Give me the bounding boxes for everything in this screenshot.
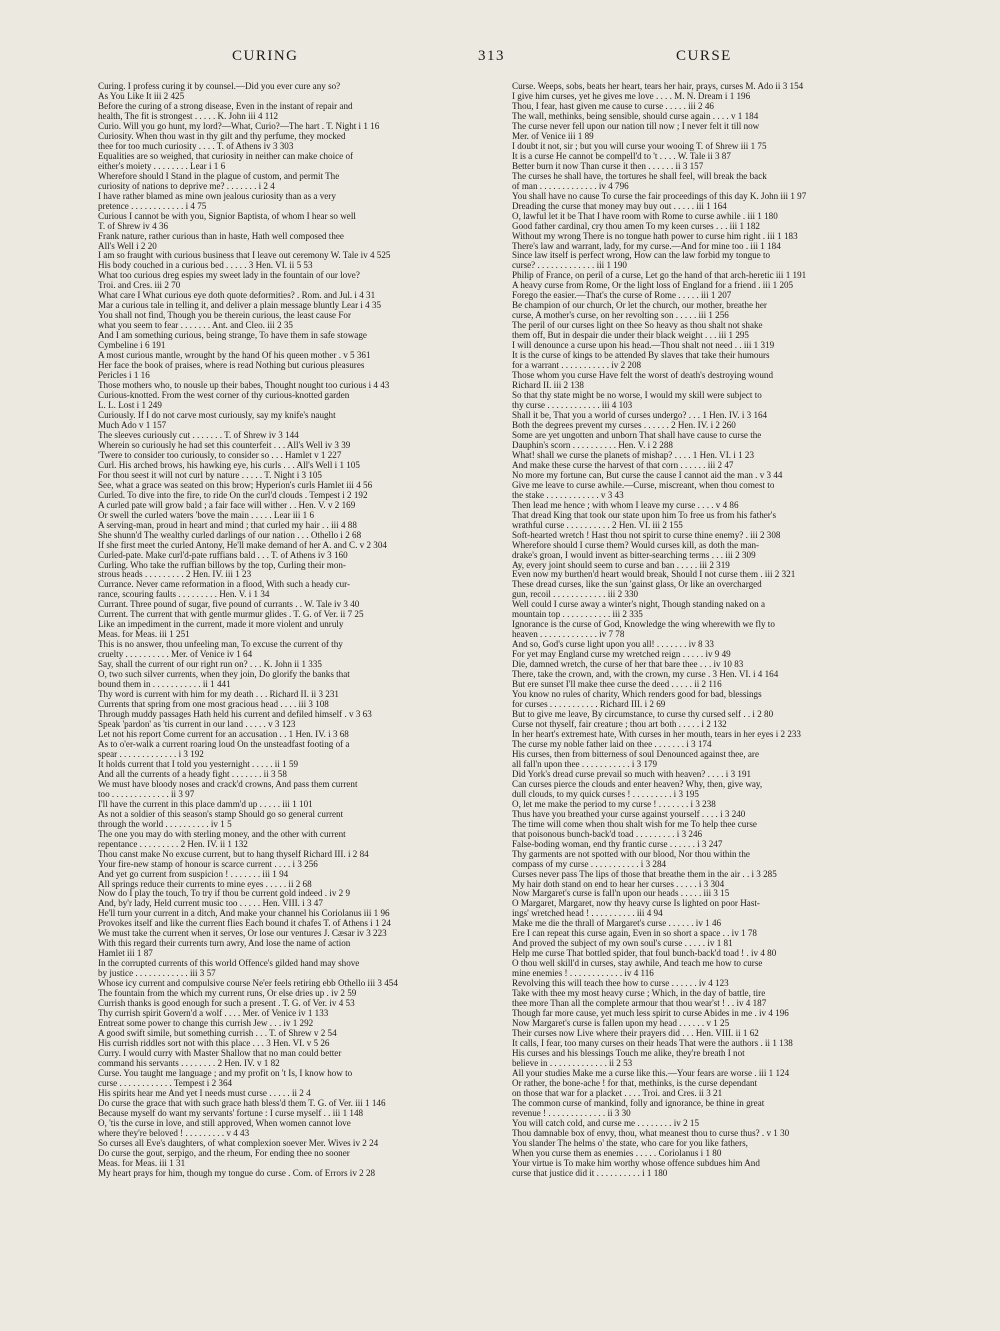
concordance-line: My heart prays for him, though my tongue do curse . Com. of Errors iv 2 28 bbox=[98, 1168, 376, 1178]
concordance-line: Since law itself is perfect wrong, How can the law forbid my tongue to bbox=[512, 251, 771, 261]
concordance-line: for curses . . . . . . . . . . . Richard III. i 2 69 bbox=[512, 700, 666, 710]
concordance-line: Meas. for Meas. iii 1 31 bbox=[98, 1158, 186, 1168]
concordance-line: O thou well skill'd in curses, stay awhile, And teach me how to curse bbox=[512, 959, 763, 969]
concordance-line: Her face the book of praises, where is read Nothing but curious pleasures bbox=[98, 361, 365, 371]
concordance-line: Curious I cannot be with you, Signior Baptista, of whom I hear so well bbox=[98, 211, 356, 221]
concordance-line: T. of Shrew iv 4 36 bbox=[98, 221, 169, 231]
concordance-line: Currish thanks is good enough for such a present . T. G. of Ver. iv 4 53 bbox=[98, 999, 355, 1009]
concordance-line: Thy word is current with him for my death . . . Richard II. ii 3 231 bbox=[98, 690, 339, 700]
concordance-line: What care I What curious eye doth quote deformities? . Rom. and Jul. i 4 31 bbox=[98, 291, 376, 301]
concordance-line: And, by'r lady, Held current music too . . . . . Hen. VIII. i 3 47 bbox=[98, 899, 323, 909]
concordance-line: Now Margaret's curse is fallen upon my head . . . . . . v 1 25 bbox=[512, 1019, 730, 1029]
concordance-line: Thus have you breathed your curse against yourself . . . . i 3 240 bbox=[512, 809, 746, 819]
concordance-line: of man . . . . . . . . . . . . . iv 4 796 bbox=[512, 181, 629, 191]
concordance-line: strous heads . . . . . . . . . 2 Hen. IV. iii 1 23 bbox=[98, 570, 252, 580]
concordance-line: His currish riddles sort not with this place . . . 3 Hen. VI. v 5 26 bbox=[98, 1039, 330, 1048]
concordance-line: There, take the crown, and, with the crown, my curse . 3 Hen. VI. i 4 164 bbox=[512, 670, 779, 680]
concordance-line: Do curse the gout, serpigo, and the rheum, For ending thee no sooner bbox=[98, 1148, 350, 1158]
concordance-line: Be champion of our church, Or let the church, our mother, breathe her bbox=[512, 301, 767, 311]
concordance-line: Whose icy current and compulsive course Ne'er feels retiring ebb Othello iii 3 454 bbox=[98, 979, 398, 989]
concordance-line: bound them in . . . . . . . . . . . ii 1 441 bbox=[98, 680, 231, 690]
concordance-line: curiosity of nations to deprive me? . . . . . . . i 2 4 bbox=[98, 181, 275, 191]
concordance-line: O, let me make the period to my curse ! . . . . . . . i 3 238 bbox=[512, 799, 716, 809]
concordance-line: The one you may do with sterling money, and the other with current bbox=[98, 829, 346, 839]
concordance-line: Though far more cause, yet much less spirit to curse Abides in me . iv 4 196 bbox=[512, 1009, 789, 1019]
concordance-line: curse that justice did it . . . . . . . . . . i 1 180 bbox=[512, 1168, 668, 1178]
concordance-line: Before the curing of a strong disease, Even in the instant of repair and bbox=[98, 101, 353, 111]
concordance-line: Now Margaret's curse is fall'n upon our heads . . . . . iii 3 15 bbox=[512, 889, 730, 899]
concordance-line: Curious-knotted. From the west corner of thy curious-knotted garden bbox=[98, 391, 350, 401]
concordance-line: dull clouds, to my quick curses ! . . . . . . . . . i 3 195 bbox=[512, 789, 699, 799]
concordance-line: See, what a grace was seated on this brow; Hyperion's curls Hamlet iii 4 56 bbox=[98, 480, 373, 490]
concordance-line: And yet go current from suspicion ! . . . . . . . iii 1 94 bbox=[98, 869, 289, 879]
concordance-line: health, The fit is strongest . . . . . K. John iii 4 112 bbox=[98, 111, 279, 121]
concordance-line: Troi. and Cres. iii 2 70 bbox=[98, 281, 181, 291]
concordance-line: What! shall we curse the planets of mishap? . . . . 1 Hen. VI. i 1 23 bbox=[512, 450, 755, 460]
concordance-line: rance, scouring faults . . . . . . . . . Hen. V. i 1 34 bbox=[98, 590, 270, 600]
concordance-line: You will catch cold, and curse me . . . . . . . . iv 2 15 bbox=[512, 1118, 699, 1128]
concordance-line: Wherefore should I Stand in the plague of custom, and permit The bbox=[98, 171, 340, 181]
concordance-line: The common curse of mankind, folly and ignorance, be thine in great bbox=[512, 1098, 765, 1108]
concordance-line: command his servants . . . . . . . . 2 Hen. IV. v 1 82 bbox=[98, 1058, 280, 1068]
concordance-line: Richard II. iii 2 138 bbox=[512, 381, 584, 391]
concordance-line: Equalities are so weighed, that curiosity in neither can make choice of bbox=[98, 151, 354, 161]
concordance-line: wrathful curse . . . . . . . . . . 2 Hen. VI. iii 2 155 bbox=[512, 520, 683, 530]
concordance-line: curse . . . . . . . . . . . . Tempest i 2 364 bbox=[98, 1078, 233, 1088]
concordance-line: That dread King that took our state upon him To free us from his father's bbox=[512, 510, 776, 520]
concordance-line: Make me die the thrall of Margaret's curse . . . . . . iv 1 46 bbox=[512, 919, 722, 929]
concordance-line: The time will come when thou shalt wish for me To help thee curse bbox=[512, 819, 757, 829]
concordance-line: His curses, then from bitterness of soul Denounced against thee, are bbox=[512, 749, 759, 759]
concordance-line: And proved the subject of my own soul's curse . . . . . iv 1 81 bbox=[512, 939, 733, 949]
concordance-line: compass of my curse . . . . . . . . . . . i 3 284 bbox=[512, 859, 667, 869]
concordance-line: Let not his report Come current for an accusation . . 1 Hen. IV. i 3 68 bbox=[98, 729, 349, 739]
concordance-line: Pericles i 1 16 bbox=[98, 371, 150, 381]
running-head-left: CURING bbox=[232, 48, 299, 64]
concordance-line: A serving-man, proud in heart and mind ; that curled my hair . . iii 4 88 bbox=[98, 520, 357, 530]
concordance-line: For thou seest it will not curl by nature . . . . . T. Night i 3 105 bbox=[98, 470, 322, 480]
concordance-line: 'Twere to consider too curiously, to consider so . . . Hamlet v 1 227 bbox=[98, 450, 342, 460]
concordance-line: The fountain from the which my current runs, Or else dries up . iv 2 59 bbox=[98, 989, 357, 999]
concordance-line: What too curious dreg espies my sweet lady in the fountain of our love? bbox=[98, 271, 360, 281]
concordance-line: And I am something curious, being strange, To have them in safe stowage bbox=[98, 331, 367, 341]
concordance-line: This is no answer, thou unfeeling man, To excuse the current of thy bbox=[98, 640, 343, 650]
concordance-line: curse, A mother's curse, on her revolting son . . . . . iii 1 256 bbox=[512, 311, 729, 321]
concordance-line: Provokes itself and like the current flies Each bound it chafes T. of Athens i 1 24 bbox=[98, 919, 391, 929]
concordance-line: for a warrant . . . . . . . . . . . iv 2 208 bbox=[512, 361, 642, 371]
concordance-line: Soft-hearted wretch ! Hast thou not spirit to curse thine enemy? . iii 2 308 bbox=[512, 530, 781, 540]
concordance-line: I'll have the current in this place damm'd up . . . . . iii 1 101 bbox=[98, 799, 313, 809]
concordance-line: Thou, I fear, hast given me cause to curse . . . . . iii 2 46 bbox=[512, 101, 714, 111]
concordance-line: mine enemies ! . . . . . . . . . . . . iv 4 116 bbox=[512, 969, 654, 979]
concordance-line: He'll turn your current in a ditch, And make your channel his Coriolanus iii 1 96 bbox=[98, 909, 390, 919]
concordance-line: But to give me leave, By circumstance, to curse thy cursed self . . i 2 80 bbox=[512, 710, 774, 720]
concordance-line: I doubt it not, sir ; but you will curse your wooing T. of Shrew iii 1 75 bbox=[512, 141, 767, 151]
concordance-line: too . . . . . . . . . . . . . ii 3 97 bbox=[98, 789, 195, 799]
concordance-line: O, lawful let it be That I have room with Rome to curse awhile . iii 1 180 bbox=[512, 211, 778, 221]
concordance-line: Curses never pass The lips of those that breathe them in the air . . i 3 285 bbox=[512, 869, 777, 879]
concordance-line: Philip of France, on peril of a curse, Let go the hand of that arch-heretic iii 1 191 bbox=[512, 271, 807, 281]
concordance-line: Curse. Weeps, sobs, beats her heart, tears her hair, prays, curses M. Ado ii 3 154 bbox=[512, 82, 804, 91]
concordance-line: We must take the current when it serves, Or lose our ventures J. Cæsar iv 3 223 bbox=[98, 929, 387, 939]
concordance-line: It is the curse of kings to be attended By slaves that take their humours bbox=[512, 351, 770, 361]
concordance-line: Wherefore should I curse them? Would curses kill, as doth the man- bbox=[512, 540, 760, 550]
concordance-line: curse? . . . . . . . . . . . . . iii 1 190 bbox=[512, 261, 627, 271]
concordance-line: Revolving this will teach thee how to curse . . . . . . iv 4 123 bbox=[512, 979, 729, 989]
concordance-line: Or rather, the bone-ache ! for that, methinks, is the curse dependant bbox=[512, 1078, 758, 1088]
concordance-line: You shall not find, Though you be therein curious, the least cause For bbox=[98, 311, 351, 321]
concordance-line: But ere sunset I'll make thee curse the deed . . . . . ii 2 116 bbox=[512, 680, 722, 690]
concordance-line: Currance. Never came reformation in a flood, With such a heady cur- bbox=[98, 580, 351, 590]
concordance-line: For yet may England curse my wretched reign . . . . . iv 9 49 bbox=[512, 650, 731, 660]
concordance-line: In the corrupted currents of this world Offence's gilded hand may shove bbox=[98, 959, 360, 969]
concordance-line: revenue ! . . . . . . . . . . . . . ii 3 30 bbox=[512, 1108, 631, 1118]
concordance-line: A good swift simile, but something currish . . . T. of Shrew v 2 54 bbox=[98, 1029, 337, 1039]
concordance-line: heaven . . . . . . . . . . . . . iv 7 78 bbox=[512, 630, 625, 640]
concordance-line: Some are yet ungotten and unborn That shall have cause to curse the bbox=[512, 430, 762, 440]
concordance-line: As not a soldier of this season's stamp Should go so general current bbox=[98, 809, 344, 819]
concordance-line: Give me leave to curse awhile.—Curse, miscreant, when thou comest to bbox=[512, 480, 775, 490]
concordance-line: With this regard their currents turn awry, And lose the name of action bbox=[98, 939, 351, 949]
concordance-line: So curses all Eve's daughters, of what complexion soever Mer. Wives iv 2 24 bbox=[98, 1138, 379, 1148]
concordance-line: Ignorance is the curse of God, Knowledge the wing wherewith we fly to bbox=[512, 620, 775, 630]
concordance-line: It calls, I fear, too many curses on their heads That were the authors . ii 1 138 bbox=[512, 1039, 793, 1048]
concordance-line: through the world . . . . . . . . . . iv 1 5 bbox=[98, 819, 232, 829]
concordance-line: Like an impediment in the current, made it more violent and unruly bbox=[98, 620, 344, 630]
concordance-line: All's Well i 2 20 bbox=[98, 241, 157, 251]
concordance-line: A heavy curse from Rome, Or the light loss of England for a friend . iii 1 205 bbox=[512, 281, 794, 291]
concordance-line: Those whom you curse Have felt the worst of death's destroying wound bbox=[512, 371, 774, 381]
concordance-line: L. L. Lost i 1 249 bbox=[98, 401, 162, 410]
concordance-line: ings' wretched head ! . . . . . . . . . . iii 4 94 bbox=[512, 909, 663, 919]
concordance-line: You shall have no cause To curse the fair proceedings of this day K. John iii 1 97 bbox=[512, 191, 807, 201]
concordance-line: mountain top . . . . . . . . . . . iii 2 335 bbox=[512, 610, 643, 620]
concordance-line: Curling. Who take the ruffian billows by the top, Curling their mon- bbox=[98, 560, 346, 570]
concordance-line: If she first meet the curled Antony, He'll make demand of her A. and C. v 2 304 bbox=[98, 540, 387, 550]
concordance-line: Even now my burthen'd heart would break, Should I not curse them . iii 2 321 bbox=[512, 570, 796, 580]
concordance-line: Frank nature, rather curious than in haste, Hath well composed thee bbox=[98, 231, 344, 241]
concordance-line: False-boding woman, end thy frantic curse . . . . . . i 3 247 bbox=[512, 839, 723, 849]
concordance-line: Speak 'pardon' as 'tis current in our land . . . . . v 3 123 bbox=[98, 720, 296, 729]
concordance-line: I have rather blamed as mine own jealous curiosity than as a very bbox=[98, 191, 336, 201]
concordance-line: Both the degrees prevent my curses . . . . . . 2 Hen. IV. i 2 260 bbox=[512, 420, 736, 430]
concordance-line: Because myself do want my servants' fortune : I curse myself . . iii 1 148 bbox=[98, 1108, 364, 1118]
concordance-line: Curse. You taught me language ; and my profit on 't Is, I know how to bbox=[98, 1068, 353, 1078]
concordance-line: repentance . . . . . . . . . 2 Hen. IV. ii 1 132 bbox=[98, 839, 248, 849]
concordance-line: The sleeves curiously cut . . . . . . . T. of Shrew iv 3 144 bbox=[98, 430, 299, 440]
concordance-line: Thy currish spirit Govern'd a wolf . . . . Mer. of Venice iv 1 133 bbox=[98, 1009, 329, 1019]
concordance-line: O Margaret, Margaret, now thy heavy curse Is lighted on poor Hast- bbox=[512, 899, 760, 909]
concordance-line: Currents that spring from one most gracious head . . . . iii 3 108 bbox=[98, 700, 329, 710]
concordance-line: Well could I curse away a winter's night, Though standing naked on a bbox=[512, 600, 766, 610]
concordance-line: Mar a curious tale in telling it, and deliver a plain message bluntly Lear i 4 35 bbox=[98, 301, 382, 311]
concordance-line: A curled pate will grow bald ; a fair face will wither . . Hen. V. v 2 169 bbox=[98, 500, 356, 510]
concordance-line: Curio. Will you go hunt, my lord?—What, Curio?—The hart . T. Night i 1 16 bbox=[98, 121, 380, 131]
concordance-line: Then lead me hence ; with whom I leave my curse . . . . v 4 86 bbox=[512, 500, 739, 510]
concordance-line: I am so fraught with curious business that I leave out ceremony W. Tale iv 4 525 bbox=[98, 251, 391, 261]
concordance-line: Forego the easier.—That's the curse of Rome . . . . . iii 1 207 bbox=[512, 291, 732, 301]
concordance-line: Cymbeline i 6 191 bbox=[98, 341, 166, 351]
concordance-line: The curse never fell upon our nation till now ; I never felt it till now bbox=[512, 121, 760, 131]
concordance-line: Thou canst make No excuse current, but to hang thyself Richard III. i 2 84 bbox=[98, 849, 369, 859]
concordance-line: Curiosity. When thou wast in thy gilt and thy perfume, they mocked bbox=[98, 131, 346, 141]
concordance-line: O, two such silver currents, when they join, Do glorify the banks that bbox=[98, 670, 350, 680]
concordance-line: We must have bloody noses and crack'd crowns, And pass them current bbox=[98, 779, 358, 789]
concordance-line: The curses he shall have, the tortures he shall feel, will break the back bbox=[512, 171, 767, 181]
concordance-line: Hamlet iii 1 87 bbox=[98, 949, 153, 959]
concordance-line: Dreading the curse that money may buy out . . . . . iii 1 164 bbox=[512, 201, 727, 211]
concordance-line: O, 'tis the curse in love, and still approved, When women cannot love bbox=[98, 1118, 351, 1128]
concordance-line: where they're beloved ! . . . . . . . . . v 4 43 bbox=[98, 1128, 250, 1138]
concordance-line: It holds current that I told you yesternight . . . . . ii 1 59 bbox=[98, 759, 299, 769]
concordance-line: Shall it be, That you a world of curses undergo? . . . 1 Hen. IV. i 3 164 bbox=[512, 410, 768, 420]
concordance-line: them off, But in despair die under their black weight . . . iii 1 295 bbox=[512, 331, 749, 341]
concordance-line: All springs reduce their currents to mine eyes . . . . . ii 2 68 bbox=[98, 879, 312, 889]
concordance-line: Wherein so curiously he had set this counterfeit . . . All's Well iv 3 39 bbox=[98, 440, 351, 450]
concordance-line: Thou damnable box of envy, thou, what meanest thou to curse thus? . v 1 30 bbox=[512, 1128, 790, 1138]
concordance-line: As to o'er-walk a current roaring loud On the unsteadfast footing of a bbox=[98, 739, 350, 749]
left-column bbox=[98, 82, 482, 1179]
concordance-line: Mer. of Venice iii 1 89 bbox=[512, 131, 594, 141]
concordance-line: My hair doth stand on end to hear her curses . . . . . i 3 304 bbox=[512, 879, 725, 889]
concordance-line: His spirits hear me And yet I needs must curse . . . . . ii 2 4 bbox=[98, 1088, 311, 1098]
concordance-line: Can curses pierce the clouds and enter heaven? Why, then, give way, bbox=[512, 779, 763, 789]
concordance-line: And so, God's curse light upon you all! . . . . . . . iv 8 33 bbox=[512, 640, 714, 650]
concordance-line: Better burn it now Than curse it then . . . . . . ii 3 157 bbox=[512, 161, 704, 171]
right-column bbox=[512, 82, 896, 1179]
concordance-line: believe in . . . . . . . . . . . . . ii 2 53 bbox=[512, 1058, 633, 1068]
concordance-line: Help me curse That bottled spider, that foul bunch-back'd toad ! . iv 4 80 bbox=[512, 949, 777, 959]
concordance-line: She shunn'd The wealthy curled darlings of our nation . . . Othello i 2 68 bbox=[98, 530, 362, 540]
concordance-line: on those that war for a placket . . . . Troi. and Cres. ii 3 21 bbox=[512, 1088, 723, 1098]
concordance-line: spear . . . . . . . . . . . . . i 3 192 bbox=[98, 749, 204, 759]
concordance-line: what you seem to fear . . . . . . . Ant. and Cleo. iii 2 35 bbox=[98, 321, 293, 331]
concordance-line: thy curse . . . . . . . . . . . . iii 4 103 bbox=[512, 401, 633, 410]
concordance-line: Curry. I would curry with Master Shallow that no man could better bbox=[98, 1048, 342, 1058]
concordance-line: Ere I can repeat this curse again, Even in so short a space . . iv 1 78 bbox=[512, 929, 757, 939]
concordance-line: Your virtue is To make him worthy whose offence subdues him And bbox=[512, 1158, 760, 1168]
concordance-line: Curled-pate. Make curl'd-pate ruffians bald . . . T. of Athens iv 3 160 bbox=[98, 550, 348, 560]
page-number: 313 bbox=[478, 48, 505, 64]
concordance-line: It is a curse He cannot be compell'd to 't . . . . W. Tale ii 3 87 bbox=[512, 151, 731, 161]
concordance-line: Did York's dread curse prevail so much with heaven? . . . . i 3 191 bbox=[512, 769, 752, 779]
concordance-line: In her heart's extremest hate, With curses in her mouth, tears in her eyes i 2 233 bbox=[512, 729, 801, 739]
concordance-line: I give him curses, yet he gives me love . . . . M. N. Dream i 1 196 bbox=[512, 91, 751, 101]
concordance-line: Their curses now Live where their prayers did . . . Hen. VIII. ii 1 62 bbox=[512, 1029, 759, 1039]
concordance-line: As You Like It iii 2 425 bbox=[98, 91, 185, 101]
concordance-line: You slander The helms o' the state, who care for you like fathers, bbox=[512, 1138, 748, 1148]
concordance-line: drake's groan, I would invent as bitter-searching terms . . . iii 2 309 bbox=[512, 550, 756, 560]
concordance-line: The peril of our curses light on thee So heavy as thou shalt not shake bbox=[512, 321, 763, 331]
concordance-line: Good father cardinal, cry thou amen To my keen curses . . . iii 1 182 bbox=[512, 221, 760, 231]
concordance-line: Do curse the grace that with such grace hath bless'd them T. G. of Ver. iii 1 146 bbox=[98, 1098, 386, 1108]
concordance-line: Curing. I profess curing it by counsel.—Did you ever cure any so? bbox=[98, 82, 341, 91]
concordance-line: All your studies Make me a curse like this.—Your fears are worse . iii 1 124 bbox=[512, 1068, 790, 1078]
concordance-line: You know no rules of charity, Which renders good for bad, blessings bbox=[512, 690, 762, 700]
concordance-line: Curl. His arched brows, his hawking eye, his curls . . . All's Well i 1 105 bbox=[98, 460, 360, 470]
concordance-line: Dauphin's scorn . . . . . . . . . . Hen. V. i 2 288 bbox=[512, 440, 673, 450]
concordance-line: Take with thee my most heavy curse ; Which, in the day of battle, tire bbox=[512, 989, 766, 999]
concordance-line: Curiously. If I do not carve most curiously, say my knife's naught bbox=[98, 410, 336, 420]
concordance-line: pretence . . . . . . . . . . . . i 4 75 bbox=[98, 201, 207, 211]
concordance-line: Curse not thyself, fair creature ; thou art both . . . . . i 2 132 bbox=[512, 720, 727, 729]
concordance-line: I will denounce a curse upon his head.—Thou shalt not need . . iii 1 319 bbox=[512, 341, 775, 351]
running-head-right: CURSE bbox=[676, 48, 732, 64]
concordance-line: Die, damned wretch, the curse of her that bare thee . . . iv 10 83 bbox=[512, 660, 744, 670]
concordance-line: His curses and his blessings Touch me alike, they're breath I not bbox=[512, 1048, 745, 1058]
concordance-line: Current. The current that with gentle murmur glides . T. G. of Ver. ii 7 25 bbox=[98, 610, 364, 620]
concordance-line: Those mothers who, to nousle up their babes, Thought nought too curious i 4 43 bbox=[98, 381, 390, 391]
concordance-line: When you curse them as enemies . . . . . Coriolanus i 1 80 bbox=[512, 1148, 722, 1158]
concordance-line: cruelty . . . . . . . . . . Mer. of Venice iv 1 64 bbox=[98, 650, 253, 660]
concordance-line: Say, shall the current of our right run on? . . . K. John ii 1 335 bbox=[98, 660, 322, 670]
concordance-line: There's law and warrant, lady, for my curse.—And for mine too . iii 1 184 bbox=[512, 241, 781, 251]
concordance-line: And make these curse the harvest of that corn . . . . . . iii 2 47 bbox=[512, 460, 734, 470]
concordance-line: Through muddy passages Hath held his current and defiled himself . v 3 63 bbox=[98, 710, 372, 720]
concordance-line: thee for too much curiosity . . . . T. of Athens iv 3 303 bbox=[98, 141, 294, 151]
concordance-line: Much Ado v 1 157 bbox=[98, 420, 167, 430]
concordance-line: Thy garments are not spotted with our blood, Nor thou within the bbox=[512, 849, 750, 859]
concordance-line: by justice . . . . . . . . . . . . iii 3 57 bbox=[98, 969, 216, 979]
concordance-line: And all the currents of a heady fight . . . . . . . ii 3 58 bbox=[98, 769, 287, 779]
concordance-line: Now do I play the touch, To try if thou be current gold indeed . iv 2 9 bbox=[98, 889, 351, 899]
concordance-line: These dread curses, like the sun 'gainst glass, Or like an overcharged bbox=[512, 580, 762, 590]
concordance-line: either's moiety . . . . . . . . Lear i 1 6 bbox=[98, 161, 226, 171]
concordance-line: So that thy state might be no worse, I would my skill were subject to bbox=[512, 391, 762, 401]
concordance-line: thee more Than all the complete armour that thou wear'st ! . . iv 4 187 bbox=[512, 999, 767, 1009]
concordance-line: Currant. Three pound of sugar, five pound of currants . . W. Tale iv 3 40 bbox=[98, 600, 360, 610]
concordance-line: The wall, methinks, being sensible, should curse again . . . . v 1 184 bbox=[512, 111, 759, 121]
concordance-line: Meas. for Meas. iii 1 251 bbox=[98, 630, 190, 640]
concordance-line: Without my wrong There is no tongue hath power to curse him right . iii 1 183 bbox=[512, 231, 798, 241]
concordance-line: Curled. To dive into the fire, to ride On the curl'd clouds . Tempest i 2 192 bbox=[98, 490, 368, 500]
concordance-line: His body couched in a curious bed . . . . . 3 Hen. VI. ii 5 53 bbox=[98, 261, 313, 271]
concordance-line: Entreat some power to change this currish Jew . . . iv 1 292 bbox=[98, 1019, 314, 1029]
concordance-line: No more my fortune can, But curse the cause I cannot aid the man . v 3 44 bbox=[512, 470, 783, 480]
concordance-line: that poisonous bunch-back'd toad . . . . . . . . . i 3 246 bbox=[512, 829, 703, 839]
concordance-line: gun, recoil . . . . . . . . . . . . iii 2 330 bbox=[512, 590, 639, 600]
concordance-line: Your fire-new stamp of honour is scarce current . . . . i 3 256 bbox=[98, 859, 318, 869]
concordance-line: The curse my noble father laid on thee . . . . . . . i 3 174 bbox=[512, 739, 712, 749]
concordance-line: Or swell the curled waters 'bove the main . . . . . Lear iii 1 6 bbox=[98, 510, 315, 520]
concordance-line: Ay, every joint should seem to curse and ban . . . . . iii 2 319 bbox=[512, 560, 730, 570]
concordance-line: the stake . . . . . . . . . . . . v 3 43 bbox=[512, 490, 624, 500]
concordance-line: all fall'n upon thee . . . . . . . . . . . i 3 179 bbox=[512, 759, 658, 769]
concordance-line: A most curious mantle, wrought by the hand Of his queen mother . v 5 361 bbox=[98, 351, 371, 361]
